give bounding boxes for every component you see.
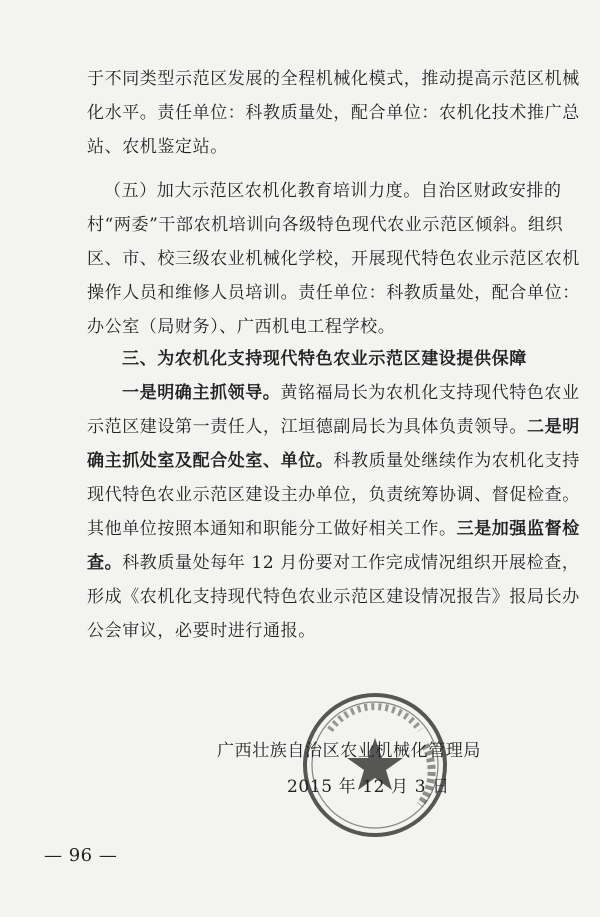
section-3-line-1-text: 黄铭福局长为农机化支持现代特色农业 (280, 383, 580, 403)
issue-date: 2015 年 12 月 3 日 (287, 777, 450, 797)
paragraph-2-line-1: （五）加大示范区农机化教育培训力度。自治区财政安排的 (104, 181, 562, 201)
section-3-line-8: 公会审议，必要时进行通报。 (87, 621, 316, 641)
section-3-line-1 (122, 382, 592, 404)
paragraph-2-line-3: 区、市、校三级农业机械化学校，开展现代特色农业示范区农机 (87, 249, 580, 269)
paragraph-2-line-4: 操作人员和维修人员培训。责任单位：科教质量处，配合单位： (87, 283, 580, 303)
key-point-2-end: 确主抓处室及配合处室、单位。 (87, 451, 334, 471)
page-number: — 96 — (44, 845, 118, 866)
section-3-heading: 三、为农机化支持现代特色农业示范区建设提供保障 (122, 349, 527, 369)
section-3-line-3-text: 科教质量处继续作为农机化支持 (333, 451, 580, 471)
section-3-line-7: 形成《农机化支持现代特色农业示范区建设情况报告》报局长办 (87, 587, 580, 607)
section-3-line-3 (87, 450, 580, 472)
section-3-line-6 (87, 552, 580, 574)
paragraph-1-line-1: 于不同类型示范区发展的全程机械化模式，推动提高示范区机械 (87, 69, 580, 89)
key-point-3-end: 查。 (87, 553, 123, 573)
key-point-3-start: 三是加强监督检 (456, 519, 580, 539)
section-3-line-2 (87, 416, 580, 438)
issuing-organization: 广西壮族自治区农业机械化管理局 (217, 741, 481, 761)
key-point-2-start: 二是明 (527, 417, 580, 437)
section-3-line-2-text: 示范区建设第一责任人，江垣德副局长为具体负责领导。 (87, 417, 527, 437)
key-point-1: 一是明确主抓领导。 (122, 383, 281, 403)
section-3-line-5 (87, 518, 580, 540)
paragraph-1-line-3: 站、农机鉴定站。 (87, 137, 228, 157)
section-3-line-6-text: 科教质量处每年 12 月份要对工作完成情况组织开展检查， (122, 553, 580, 573)
section-3-line-4: 现代特色农业示范区建设主办单位，负责统筹协调、督促检查。 (87, 485, 580, 505)
official-seal-icon (300, 690, 450, 840)
paragraph-2-line-2: 村“两委”干部农机培训向各级特色现代农业示范区倾斜。组织 (87, 215, 564, 235)
section-3-line-5-text: 其他单位按照本通知和职能分工做好相关工作。 (87, 519, 457, 539)
paragraph-1-line-2: 化水平。责任单位：科教质量处，配合单位：农机化技术推广总 (87, 103, 580, 123)
paragraph-2-line-5: 办公室（局财务）、广西机电工程学校。 (87, 317, 396, 337)
